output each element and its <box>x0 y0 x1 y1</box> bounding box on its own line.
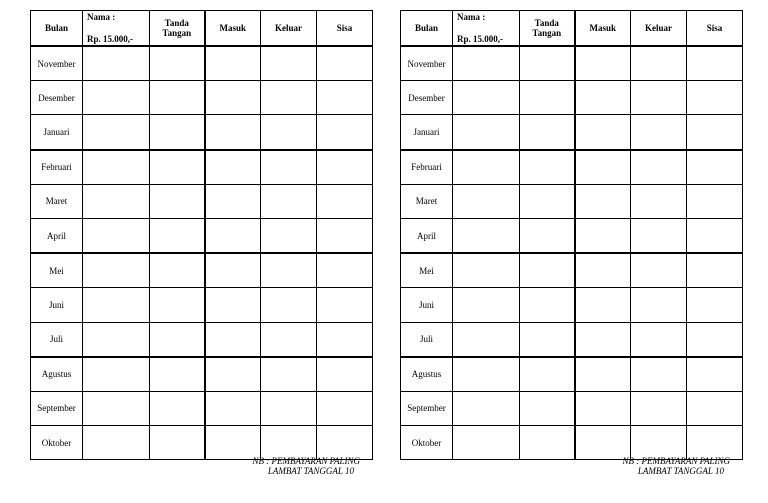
masuk-cell <box>575 357 631 392</box>
nama-cell <box>453 46 520 81</box>
table-row <box>31 115 373 150</box>
header-nama <box>453 11 520 47</box>
month-cell: Juli <box>401 322 453 357</box>
payment-note <box>400 456 742 476</box>
masuk-cell <box>575 46 631 81</box>
table-row <box>31 288 373 322</box>
nama-cell <box>83 81 150 115</box>
header-tanda-tangan: Tanda Tangan <box>150 11 205 47</box>
month-cell: September <box>31 391 83 425</box>
keluar-cell <box>261 218 317 253</box>
keluar-cell <box>261 357 317 392</box>
keluar-cell <box>261 46 317 81</box>
sisa-cell <box>317 426 373 460</box>
keluar-cell <box>631 218 687 253</box>
keluar-cell <box>631 322 687 357</box>
nama-cell <box>453 81 520 115</box>
sisa-cell <box>687 357 743 392</box>
note-line-1: NB : PEMBAYARAN PALING <box>622 456 730 466</box>
masuk-cell <box>575 81 631 115</box>
note-line-2: LAMBAT TANGGAL 10 <box>267 466 354 476</box>
keluar-cell <box>631 184 687 218</box>
sisa-cell <box>687 115 743 150</box>
month-cell: Februari <box>31 150 83 185</box>
masuk-cell <box>205 184 261 218</box>
sisa-cell <box>317 115 373 150</box>
table-row <box>401 81 743 115</box>
tanda-tangan-cell <box>520 150 575 185</box>
tanda-tangan-cell <box>150 426 205 460</box>
nama-cell <box>453 184 520 218</box>
month-rows <box>401 46 743 460</box>
header-keluar: Keluar <box>261 11 317 47</box>
tanda-tangan-cell <box>520 288 575 322</box>
masuk-cell <box>575 150 631 185</box>
header-masuk: Masuk <box>575 11 631 47</box>
keluar-cell <box>631 391 687 425</box>
month-cell: Oktober <box>31 426 83 460</box>
table-row <box>31 81 373 115</box>
table-row <box>31 150 373 185</box>
keluar-cell <box>261 150 317 185</box>
month-cell: September <box>401 391 453 425</box>
table-row <box>31 322 373 357</box>
table-row <box>31 184 373 218</box>
sisa-cell <box>687 253 743 288</box>
sisa-cell <box>317 184 373 218</box>
tanda-tangan-cell <box>150 253 205 288</box>
tanda-tangan-cell <box>150 357 205 392</box>
tanda-tangan-cell <box>520 322 575 357</box>
masuk-cell <box>575 288 631 322</box>
month-cell: Desember <box>401 81 453 115</box>
nama-cell <box>83 253 150 288</box>
masuk-cell <box>575 115 631 150</box>
tanda-tangan-cell <box>520 426 575 460</box>
nama-cell <box>83 426 150 460</box>
payment-card-right <box>400 10 742 460</box>
masuk-cell <box>575 218 631 253</box>
masuk-cell <box>205 288 261 322</box>
month-cell: November <box>31 46 83 81</box>
nama-cell <box>83 46 150 81</box>
masuk-cell <box>205 218 261 253</box>
amount-label: Rp. 15.000,- <box>87 34 134 44</box>
keluar-cell <box>631 288 687 322</box>
sisa-cell <box>687 322 743 357</box>
header-tanda-tangan: Tanda Tangan <box>520 11 575 47</box>
month-cell: April <box>401 218 453 253</box>
keluar-cell <box>631 81 687 115</box>
keluar-cell <box>631 426 687 460</box>
masuk-cell <box>575 253 631 288</box>
header-sisa: Sisa <box>687 11 743 47</box>
header-keluar: Keluar <box>631 11 687 47</box>
nama-cell <box>453 218 520 253</box>
nama-label: Nama : <box>457 12 486 22</box>
table-row <box>31 218 373 253</box>
nama-cell <box>453 288 520 322</box>
sisa-cell <box>317 322 373 357</box>
month-cell: Maret <box>401 184 453 218</box>
nama-cell <box>83 150 150 185</box>
masuk-cell <box>205 115 261 150</box>
keluar-cell <box>261 184 317 218</box>
payment-table <box>30 10 373 460</box>
nama-cell <box>453 391 520 425</box>
table-row <box>401 184 743 218</box>
masuk-cell <box>205 322 261 357</box>
sisa-cell <box>687 81 743 115</box>
header-masuk: Masuk <box>205 11 261 47</box>
keluar-cell <box>631 253 687 288</box>
nama-cell <box>453 357 520 392</box>
table-row <box>401 218 743 253</box>
sisa-cell <box>687 391 743 425</box>
table-row <box>401 288 743 322</box>
nama-label: Nama : <box>87 12 116 22</box>
nama-cell <box>453 322 520 357</box>
masuk-cell <box>205 46 261 81</box>
note-line-1: NB : PEMBAYARAN PALING <box>252 456 360 466</box>
sisa-cell <box>317 46 373 81</box>
masuk-cell <box>205 253 261 288</box>
sisa-cell <box>687 288 743 322</box>
month-cell: Januari <box>401 115 453 150</box>
table-row <box>31 426 373 460</box>
keluar-cell <box>261 81 317 115</box>
amount-label: Rp. 15.000,- <box>457 34 504 44</box>
sisa-cell <box>687 150 743 185</box>
nama-cell <box>83 322 150 357</box>
sisa-cell <box>687 184 743 218</box>
nama-cell <box>83 218 150 253</box>
month-cell: Januari <box>31 115 83 150</box>
tanda-tangan-cell <box>150 391 205 425</box>
payment-note <box>30 456 372 476</box>
masuk-cell <box>575 184 631 218</box>
masuk-cell <box>205 81 261 115</box>
table-row <box>401 322 743 357</box>
nama-cell <box>83 357 150 392</box>
keluar-cell <box>261 288 317 322</box>
table-row <box>401 46 743 81</box>
payment-table <box>400 10 743 460</box>
tanda-tangan-cell <box>520 391 575 425</box>
month-cell: November <box>401 46 453 81</box>
month-cell: Juli <box>31 322 83 357</box>
keluar-cell <box>631 46 687 81</box>
month-cell: Maret <box>31 184 83 218</box>
table-row <box>31 357 373 392</box>
tanda-tangan-cell <box>150 115 205 150</box>
table-row <box>401 253 743 288</box>
nama-cell <box>83 115 150 150</box>
tanda-tangan-cell <box>150 322 205 357</box>
tanda-tangan-cell <box>150 46 205 81</box>
tanda-tangan-cell <box>520 218 575 253</box>
tanda-tangan-cell <box>150 150 205 185</box>
sisa-cell <box>317 253 373 288</box>
tanda-tangan-cell <box>520 46 575 81</box>
keluar-cell <box>261 253 317 288</box>
table-row <box>401 150 743 185</box>
tanda-tangan-cell <box>150 81 205 115</box>
masuk-cell <box>205 426 261 460</box>
table-row <box>401 115 743 150</box>
keluar-cell <box>261 426 317 460</box>
masuk-cell <box>205 150 261 185</box>
masuk-cell <box>205 391 261 425</box>
month-cell: Desember <box>31 81 83 115</box>
month-rows <box>31 46 373 460</box>
keluar-cell <box>631 150 687 185</box>
header-bulan: Bulan <box>401 11 453 47</box>
masuk-cell <box>205 357 261 392</box>
sisa-cell <box>687 426 743 460</box>
header-nama <box>83 11 150 47</box>
sisa-cell <box>317 218 373 253</box>
sisa-cell <box>687 218 743 253</box>
nama-cell <box>453 150 520 185</box>
nama-cell <box>83 288 150 322</box>
month-cell: Juni <box>31 288 83 322</box>
month-cell: Oktober <box>401 426 453 460</box>
month-cell: Juni <box>401 288 453 322</box>
sisa-cell <box>317 81 373 115</box>
tanda-tangan-cell <box>150 288 205 322</box>
masuk-cell <box>575 426 631 460</box>
header-bulan: Bulan <box>31 11 83 47</box>
sisa-cell <box>317 288 373 322</box>
table-row <box>401 426 743 460</box>
tanda-tangan-cell <box>520 81 575 115</box>
table-row <box>401 391 743 425</box>
month-cell: Februari <box>401 150 453 185</box>
month-cell: Agustus <box>31 357 83 392</box>
header-sisa: Sisa <box>317 11 373 47</box>
tanda-tangan-cell <box>150 184 205 218</box>
note-line-2: LAMBAT TANGGAL 10 <box>637 466 724 476</box>
table-row <box>31 391 373 425</box>
header-row <box>31 11 373 47</box>
table-row <box>401 357 743 392</box>
nama-cell <box>453 426 520 460</box>
sisa-cell <box>317 357 373 392</box>
header-row <box>401 11 743 47</box>
month-cell: April <box>31 218 83 253</box>
keluar-cell <box>261 115 317 150</box>
tanda-tangan-cell <box>150 218 205 253</box>
keluar-cell <box>261 391 317 425</box>
month-cell: Mei <box>401 253 453 288</box>
nama-cell <box>453 115 520 150</box>
keluar-cell <box>631 357 687 392</box>
masuk-cell <box>575 391 631 425</box>
tanda-tangan-cell <box>520 253 575 288</box>
keluar-cell <box>261 322 317 357</box>
table-row <box>31 46 373 81</box>
keluar-cell <box>631 115 687 150</box>
nama-cell <box>83 184 150 218</box>
payment-card-left <box>30 10 372 460</box>
masuk-cell <box>575 322 631 357</box>
month-cell: Agustus <box>401 357 453 392</box>
nama-cell <box>453 253 520 288</box>
table-row <box>31 253 373 288</box>
sisa-cell <box>687 46 743 81</box>
sisa-cell <box>317 391 373 425</box>
tanda-tangan-cell <box>520 115 575 150</box>
tanda-tangan-cell <box>520 357 575 392</box>
nama-cell <box>83 391 150 425</box>
sisa-cell <box>317 150 373 185</box>
month-cell: Mei <box>31 253 83 288</box>
tanda-tangan-cell <box>520 184 575 218</box>
